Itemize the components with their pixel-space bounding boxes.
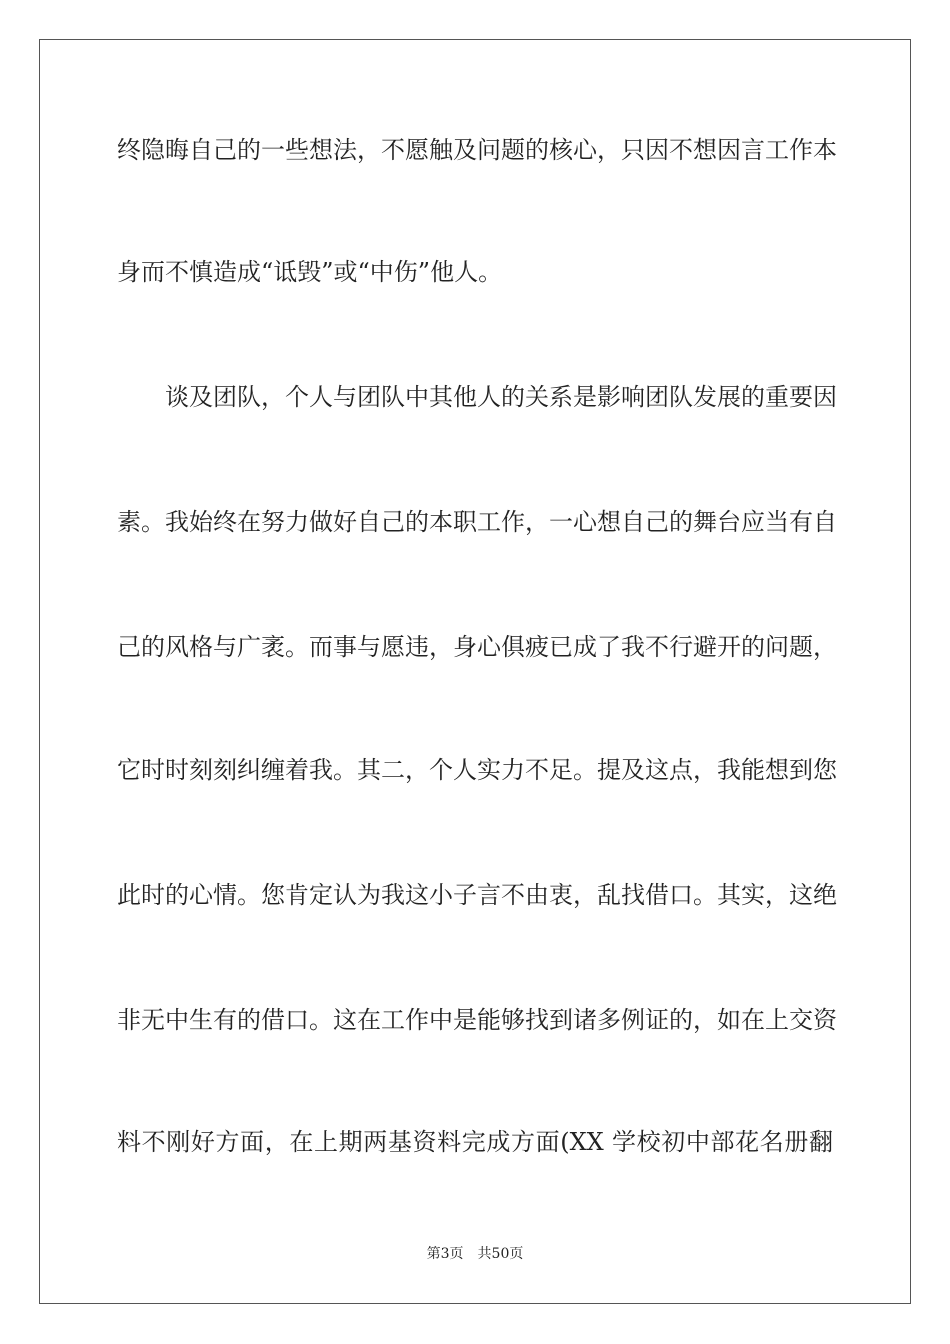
- text-line: 终隐晦自己的一些想法，不愿触及问题的核心，只因不想因言工作本: [117, 136, 837, 164]
- paragraph-first-line: 谈及团队，个人与团队中其他人的关系是影响团队发展的重要因: [165, 383, 837, 411]
- text-line: 此时的心情。您肯定认为我这小子言不由衷，乱找借口。其实，这绝: [117, 881, 837, 909]
- text-line: 料不刚好方面，在上期两基资料完成方面(XX 学校初中部花名册翻: [117, 1128, 833, 1156]
- page-footer: [0, 1244, 950, 1264]
- text-line: 身而不慎造成“诋毁”或“中伤”他人。: [117, 258, 503, 286]
- text-line: 己的风格与广袤。而事与愿违，身心俱疲已成了我不行避开的问题，: [117, 633, 837, 661]
- text-line: 非无中生有的借口。这在工作中是能够找到诸多例证的，如在上交资: [117, 1006, 837, 1034]
- page-total: 共50页: [477, 1246, 524, 1262]
- text-line: 它时时刻刻纠缠着我。其二，个人实力不足。提及这点，我能想到您: [117, 756, 837, 784]
- page-border: [39, 39, 911, 1304]
- page-number: 第3页: [426, 1246, 464, 1262]
- text-line: 素。我始终在努力做好自己的本职工作，一心想自己的舞台应当有自: [117, 508, 837, 536]
